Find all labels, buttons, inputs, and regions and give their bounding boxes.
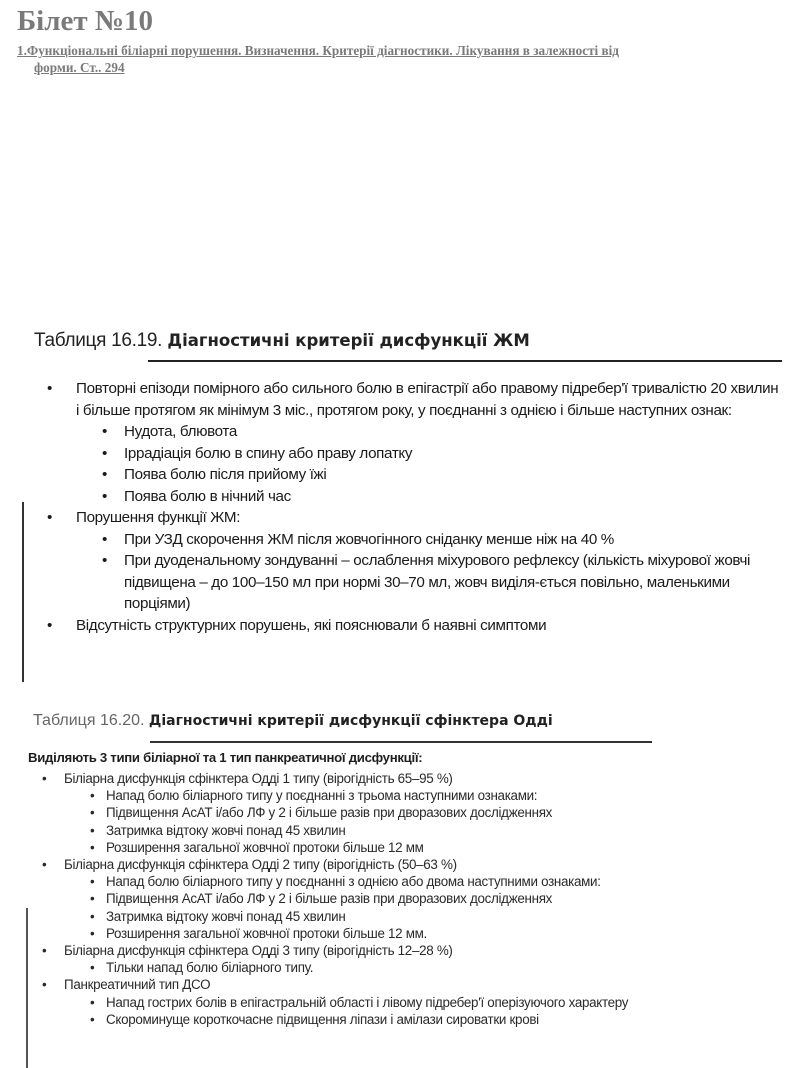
bullet-icon: • bbox=[102, 487, 107, 505]
sub-item-text: Затримка відтоку жовчі понад 45 хвилин bbox=[106, 908, 346, 924]
bullet-icon: • bbox=[90, 805, 95, 821]
bullet-icon: • bbox=[42, 771, 47, 786]
sub-list-item bbox=[0, 804, 666, 821]
sub-item-text: Тільки напад болю біліарного типу. bbox=[106, 960, 314, 976]
bullet-icon: • bbox=[90, 908, 95, 924]
sub-item-text: Підвищення АсАТ і/або ЛФ у 2 і більше разів при дворазових дослідженнях bbox=[106, 891, 553, 907]
sub-list-item bbox=[0, 443, 780, 465]
bullet-icon: • bbox=[102, 444, 107, 462]
sub-item-text: Поява болю після прийому їжі bbox=[124, 466, 327, 483]
bullet-icon: • bbox=[90, 925, 95, 941]
sub-item-text: При дуоденальному зондуванні – ослаблення міхурового рефлексу (кількість міхурової жовчі підвищена – до 100–150 мл при нормі 30–70 мл, жовч виділя-ється повільно, маленькими порціями) bbox=[124, 552, 751, 612]
table-caption bbox=[33, 712, 553, 730]
bullet-icon: • bbox=[90, 839, 95, 855]
sub-item-text: Розширення загальної жовчної протоки більше 12 мм. bbox=[106, 925, 427, 941]
item-text: Біліарна дисфункція сфінктера Одді 2 типу (вірогідність (50–63 %) bbox=[64, 857, 457, 873]
item-text: Біліарна дисфункція сфінктера Одді 1 типу (вірогідність 65–95 %) bbox=[64, 771, 453, 786]
bullet-icon: • bbox=[47, 509, 52, 526]
caption-rule bbox=[148, 360, 782, 362]
sub-item-text: Скороминуще короткочасне підвищення ліпази і амілази сироватки крові bbox=[106, 1011, 539, 1027]
sub-item-text: Напад болю біліарного типу у поєднанні з однією або двома наступними ознаками: bbox=[106, 874, 601, 890]
sub-item-text: Затримка відтоку жовчі понад 45 хвилин bbox=[106, 822, 346, 838]
bullet-icon: • bbox=[90, 1011, 95, 1027]
sub-list-item bbox=[0, 908, 666, 925]
caption-title: Діагностичні критерії дисфункції ЖМ bbox=[167, 331, 530, 350]
bullet-icon: • bbox=[102, 530, 107, 548]
bullet-icon: • bbox=[90, 822, 95, 838]
item-text: Порушення функції ЖМ: bbox=[76, 509, 241, 526]
sub-list-item bbox=[0, 959, 666, 976]
item-text: Біліарна дисфункція сфінктера Одді 3 типу (вірогідність 12–28 %) bbox=[64, 943, 453, 959]
criteria-list bbox=[0, 378, 780, 636]
bullet-icon: • bbox=[102, 466, 107, 483]
sub-item-text: Напад гострих болів в епігастральній області і лівому підребер'ї оперізуючого характеру bbox=[106, 994, 629, 1010]
item-text: Панкреатичний тип ДСО bbox=[64, 977, 211, 993]
caption-title: Діагностичні критерії дисфункції сфінктера Одді bbox=[148, 713, 553, 729]
bullet-icon: • bbox=[42, 943, 47, 959]
sub-list-item bbox=[0, 529, 780, 551]
bullet-icon: • bbox=[102, 423, 107, 440]
sub-item-text: Розширення загальної жовчної протоки більше 12 мм bbox=[106, 839, 424, 855]
sub-list-item bbox=[0, 925, 666, 942]
sub-item-text: Підвищення АсАТ і/або ЛФ у 2 і більше разів при дворазових дослідженнях bbox=[106, 805, 553, 821]
sub-list-item bbox=[0, 787, 666, 804]
bullet-icon: • bbox=[90, 994, 95, 1010]
sub-item-text: Напад болю біліарного типу у поєднанні з трьома наступними ознаками: bbox=[106, 788, 538, 804]
criteria-list bbox=[0, 770, 780, 1028]
sub-item-text: Нудота, блювота bbox=[124, 423, 237, 440]
sub-item-text: Поява болю в нічний час bbox=[124, 487, 291, 505]
item-text: Повторні епізоди помірного або сильного болю в епігастрії або правому підребер'ї тривалістю 20 хвилин і більше протягом як мінімум 3 міс., протягом року, у поєднанні з однією і більше наступних ознак: bbox=[76, 380, 779, 419]
list-item bbox=[0, 507, 780, 529]
ticket-title: Білет №10 bbox=[17, 5, 154, 37]
sub-list-item bbox=[0, 464, 780, 486]
table-caption bbox=[34, 330, 530, 352]
bullet-icon: • bbox=[47, 616, 52, 634]
sub-item-text: Іррадіація болю в спину або праву лопатку bbox=[124, 444, 413, 462]
question-heading bbox=[17, 42, 787, 76]
item-text: Відсутність структурних порушень, які пояснювали б наявні симптоми bbox=[76, 616, 547, 634]
list-item bbox=[0, 378, 780, 421]
sub-item-text: При УЗД скорочення ЖМ після жовчогінного сніданку менше ніж на 40 % bbox=[124, 530, 614, 548]
caption-number: Таблиця 16.19. bbox=[34, 330, 163, 351]
caption-number: Таблиця 16.20. bbox=[33, 712, 145, 729]
sub-list-item bbox=[0, 873, 666, 890]
bullet-icon: • bbox=[90, 960, 95, 976]
bullet-icon: • bbox=[42, 857, 47, 873]
bullet-icon: • bbox=[42, 977, 47, 993]
question-line-2: форми. Ст.. 294 bbox=[34, 60, 125, 75]
sub-list-item bbox=[0, 1011, 666, 1028]
bullet-icon: • bbox=[90, 874, 95, 890]
sub-list-item bbox=[0, 890, 666, 907]
list-item bbox=[0, 856, 780, 873]
list-item bbox=[0, 976, 780, 993]
list-item bbox=[0, 615, 780, 637]
sub-list-item bbox=[0, 486, 780, 508]
sub-list-item bbox=[0, 822, 666, 839]
intro-text: Виділяють 3 типи біліарної та 1 тип панкреатичної дисфункції: bbox=[28, 750, 423, 765]
sub-list-item bbox=[0, 550, 780, 615]
sub-list-item bbox=[0, 994, 666, 1011]
bullet-icon: • bbox=[102, 552, 107, 569]
sub-list-item bbox=[0, 421, 780, 443]
bullet-icon: • bbox=[90, 891, 95, 907]
caption-rule bbox=[150, 741, 652, 743]
list-item bbox=[0, 942, 780, 959]
sub-list-item bbox=[0, 839, 666, 856]
bullet-icon: • bbox=[47, 380, 52, 397]
bullet-icon: • bbox=[90, 788, 95, 804]
question-line-1: 1.Функціональні біліарні порушення. Визначення. Критерії діагностики. Лікування в залежності від bbox=[17, 43, 619, 58]
list-item bbox=[0, 770, 780, 787]
